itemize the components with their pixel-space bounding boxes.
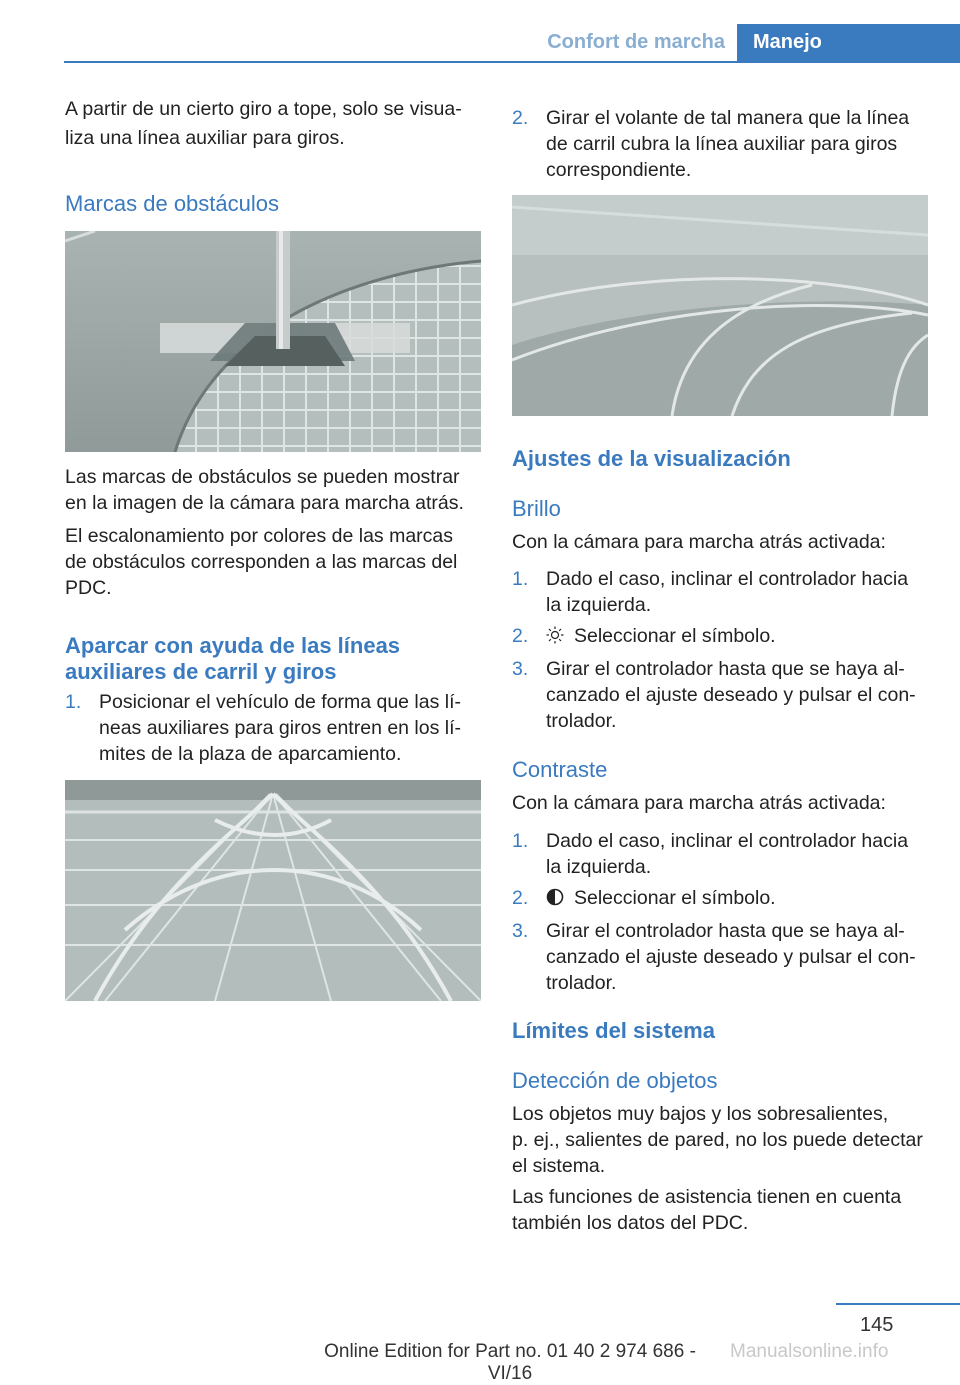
detection-para-2-line-2: también los datos del PDC. — [512, 1212, 749, 1234]
step-number: 1. — [512, 568, 529, 590]
header-chapter-tab: Manejo — [737, 24, 960, 61]
footer-rule — [836, 1303, 960, 1305]
step-number: 2. — [512, 887, 529, 909]
step-text-line-1 — [546, 886, 928, 911]
step-text-line-1: Dado el caso, inclinar el controlador hacia — [546, 568, 909, 590]
step-number: 3. — [512, 658, 529, 680]
contrast-step-3 — [512, 919, 928, 997]
step-number: 2. — [512, 625, 529, 647]
detection-para-2-line-1: Las funciones de asistencia tienen en cuenta — [512, 1186, 902, 1208]
brightness-step-1 — [512, 567, 928, 619]
detection-para-1-line-3: el sistema. — [512, 1155, 606, 1177]
obstacle-para-1-line-1: Las marcas de obstáculos se pueden mostrar — [65, 466, 460, 488]
contrast-icon — [546, 888, 564, 906]
intro-line-1: A partir de un cierto giro a tope, solo se visua- — [65, 98, 462, 120]
step-number: 2. — [512, 107, 529, 129]
figure-obstacle-marks — [65, 231, 481, 452]
edition-note: Online Edition for Part no. 01 40 2 974 686 - VI/16 — [324, 1341, 696, 1384]
detection-para-1-line-1: Los objetos muy bajos y los sobresalientes, — [512, 1103, 889, 1125]
watermark: Manualsonline.info — [730, 1341, 889, 1362]
detection-para-1-line-2: p. ej., salientes de pared, no los puede detectar — [512, 1129, 923, 1151]
step-text-line-1: Posicionar el vehículo de forma que las lí- — [99, 691, 462, 713]
step-text-line-1: Dado el caso, inclinar el controlador hacia — [546, 830, 909, 852]
step-text-line-2: canzado el ajuste deseado y pulsar el con- — [546, 946, 916, 968]
heading-object-detection: Detección de objetos — [512, 1068, 718, 1093]
step-text-line-3: trolador. — [546, 972, 617, 994]
step-text-line-2: canzado el ajuste deseado y pulsar el con- — [546, 684, 916, 706]
heading-obstacle-marks: Marcas de obstáculos — [65, 191, 279, 216]
heading-parking-line-1: Aparcar con ayuda de las líneas — [65, 633, 401, 658]
step-text: Seleccionar el símbolo. — [574, 887, 776, 909]
header-section-title: Confort de marcha — [547, 31, 725, 53]
step-text-line-1: Girar el controlador hasta que se haya al- — [546, 658, 905, 680]
step-number: 1. — [512, 830, 529, 852]
step-text-line-3: trolador. — [546, 710, 617, 732]
step-text-line-3: mites de la plaza de aparcamiento. — [99, 743, 402, 765]
figure-steering-lines — [512, 195, 928, 416]
obstacle-para-2-line-3: PDC. — [65, 577, 112, 599]
header-rule — [64, 61, 960, 63]
step-text-line-2: neas auxiliares para giros entren en los lí- — [99, 717, 462, 739]
heading-parking-line-2: auxiliares de carril y giros — [65, 659, 337, 684]
figure-lane-lines — [65, 780, 481, 1001]
brightness-step-3 — [512, 657, 928, 735]
brightness-intro: Con la cámara para marcha atrás activada: — [512, 531, 886, 553]
heading-brightness: Brillo — [512, 496, 561, 521]
step-number: 3. — [512, 920, 529, 942]
contrast-step-2 — [512, 886, 928, 912]
heading-contrast: Contraste — [512, 757, 608, 782]
step-text-line-3: correspondiente. — [546, 159, 692, 181]
page-header — [0, 24, 960, 62]
step-position-vehicle — [65, 690, 481, 770]
page-number: 145 — [860, 1314, 894, 1336]
step-text-line-1: Girar el controlador hasta que se haya al- — [546, 920, 905, 942]
obstacle-para-2-line-1: El escalonamiento por colores de las marcas — [65, 525, 454, 547]
contrast-intro: Con la cámara para marcha atrás activada: — [512, 792, 886, 814]
contrast-step-1 — [512, 829, 928, 881]
step-text-line-1 — [546, 624, 928, 649]
heading-display-settings: Ajustes de la visualización — [512, 446, 791, 471]
step-text-line-2: la izquierda. — [546, 856, 652, 878]
obstacle-para-2-line-2: de obstáculos corresponden a las marcas del — [65, 551, 458, 573]
brightness-step-2 — [512, 624, 928, 650]
obstacle-para-1-line-2: en la imagen de la cámara para marcha atrás. — [65, 492, 464, 514]
step-text: Seleccionar el símbolo. — [574, 625, 776, 647]
step-number: 1. — [65, 691, 82, 713]
step-text-line-1: Girar el volante de tal manera que la línea — [546, 107, 910, 129]
step-text-line-2: la izquierda. — [546, 594, 652, 616]
step-text-line-2: de carril cubra la línea auxiliar para giros — [546, 133, 898, 155]
heading-system-limits: Límites del sistema — [512, 1018, 715, 1043]
intro-line-2: liza una línea auxiliar para giros. — [65, 127, 345, 149]
step-turn-wheel — [512, 106, 928, 186]
brightness-icon — [546, 626, 564, 644]
